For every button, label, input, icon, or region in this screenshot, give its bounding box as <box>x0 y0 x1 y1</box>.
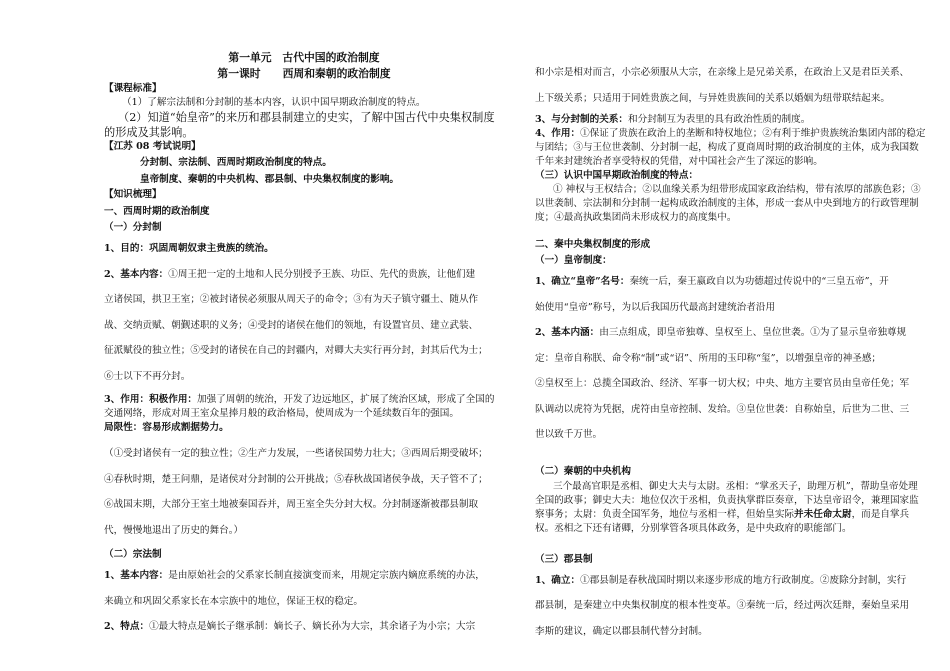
heading-xizhou: 一、西周时期的政治制度 <box>104 206 210 217</box>
emperor-meaning-line-2: 定：皇帝自称朕、命令称“制”或“诏”、所用的玉印称“玺”，以增强皇帝的神圣感； <box>535 352 882 364</box>
zongfa-feature-line-2: 和小宗是相对而言，小宗必须服从大宗，在亲缘上是兄弟关系，在政治上又是君臣关系、 <box>535 67 910 78</box>
heading-central: （二）秦朝的中央机构 <box>535 465 631 477</box>
standard-item-2: （2）知道“始皇帝”的来历和郡县制建立的史实，了解中国古代中央集权制度的形成及其影响。 <box>104 111 495 139</box>
fenfeng-note-line-4: 代，慢慢地退出了历史的舞台。） <box>104 524 244 536</box>
heading-qin: 二、秦中央集权制度的形成 <box>535 239 651 250</box>
emperor-meaning: 2、基本内涵：由三点组成，即皇帝独尊、皇权至上、皇位世袭。①为了显示皇帝独尊规 <box>535 327 907 338</box>
heading-features: （三）认识中国早期政治制度的特点： <box>535 170 699 181</box>
fenfeng-content-line-2: 立诸侯国，拱卫王室；②被封诸侯必须服从周天子的命令；③有为天子镇守疆土、随从作 <box>104 294 479 305</box>
unit-title: 第一单元 古代中国的政治制度 <box>228 51 380 64</box>
fenfeng-note-line-3: ⑥战国末期，大部分王室土地被秦国吞并，周王室全失分封大权。分封制逐渐被郡县制取 <box>104 499 479 510</box>
zongfa-feature-line-3: 上下级关系；只适用于同姓贵族之间，与异姓贵族间的关系以婚姻为纽带联结起来。 <box>535 92 890 104</box>
section-header-knowledge: 【知识梳理】 <box>104 189 162 200</box>
fenfeng-content: 2、基本内容：①周王把一定的土地和人民分别授予王族、功臣、先代的贵族，让他们建 <box>104 268 476 280</box>
lesson-title <box>104 66 504 82</box>
fenfeng-content-line-5: ⑥士以下不再分封。 <box>104 370 191 382</box>
heading-zongfa: （二）宗法制 <box>104 549 162 560</box>
standard-item-1: （1）了解宗法制和分封制的基本内容，认识中国早期政治制度的特点。 <box>122 97 426 108</box>
emperor-title: 1、确立“皇帝”名号：秦统一后，秦王嬴政自以为功德超过传说中的“三皇五帝”，开 <box>535 276 889 287</box>
emperor-title-line-2: 始使用“皇帝”称号，为以后我国历代最高封建统治者沿用 <box>535 301 776 313</box>
right-column <box>535 60 927 644</box>
emperor-meaning-line-5: 世以致千万世。 <box>535 429 603 440</box>
emperor-meaning-line-3: ②皇权至上：总揽全国政治、经济、军事一切大权；中央、地方主要官员由皇帝任免；军 <box>535 378 910 389</box>
section-header-exam: 【江苏 08 考试说明】 <box>104 141 201 152</box>
zongfa-relation: 3、与分封制的关系：和分封制互为表里的具有政治性质的制度。 <box>535 114 811 125</box>
left-column <box>104 50 504 640</box>
spacer <box>535 225 927 237</box>
exam-item-1: 分封制、宗法制、西周时期政治制度的特点。 <box>140 157 332 168</box>
fenfeng-content-line-3: 战、交纳贡赋、朝觐述职的义务；④受封的诸侯在他们的领地，有设置官员、建立武装、 <box>104 319 479 331</box>
emperor-meaning-line-4: 队调动以虎符为凭据，虎符由皇帝控制、发给。③皇位世袭：自称始皇，后世为二世、三 <box>535 403 910 415</box>
fenfeng-note-line-2: ④春秋时期，楚王问鼎，是诸侯对分封制的公开挑战；⑤春秋战国诸侯争战，天子管不了； <box>104 473 488 485</box>
junxian-content-line-2: 郡县制，是秦建立中央集权制度的根本性变革。③秦统一后，经过两次廷辩，秦始皇采用 <box>535 600 910 611</box>
junxian-content-line-3: 李斯的建议，确定以郡县制代替分封制。 <box>535 625 708 637</box>
heading-emperor: （一）皇帝制度： <box>535 255 612 266</box>
lesson-number: 第一课时 <box>217 67 261 80</box>
central-text: 三个最高官职是丞相、御史大夫与太尉。丞相：“掌丞天子，助理万机”，帮助皇帝处理全国的政事；御史大夫：地位仅次于丞相，负责执掌群臣奏章，下达皇帝诏令，兼理国家监察事务；太尉：负责全国军务，地位与丞相一样，但始皇实际并未任命太尉，而是自掌兵权。丞相之下还有诸卿，分别掌管各项具体政务，是中央政府的职能部门。 <box>535 480 919 534</box>
spacer <box>535 536 927 552</box>
zongfa-content-line-2: 来确立和巩固父系家长在本宗族中的地位，保证王权的稳定。 <box>104 595 364 607</box>
exam-item-2: 皇帝制度、秦朝的中央机构、郡县制、中央集权制度的影响。 <box>140 174 400 185</box>
fenfeng-note-line-1: （①受封诸侯有一定的独立性；②生产力发展，一些诸侯国势力壮大；③西周后期受破坏； <box>104 448 488 459</box>
fenfeng-effect: 3、作用：积极作用：加强了周朝的统治，开发了边远地区，扩展了统治区域，形成了全国的交通网络，形成对周王室众星捧月般的政治格局，使周成为一个延续数百年的强国。 <box>104 394 495 419</box>
spacer <box>535 448 927 464</box>
features-text: ① 神权与王权结合；②以血缘关系为纽带形成国家政治结构，带有浓厚的部族色彩；③以世袭制、宗法制和分封制一起构成政治制度的主体，形成一套从中央到地方的行政管理制度；④最高执政集团尚未形成权力的高度集中。 <box>535 184 921 223</box>
section-header-standards: 【课程标准】 <box>104 83 162 94</box>
lesson-name: 西周和秦朝的政治制度 <box>282 67 391 80</box>
fenfeng-purpose: 1、目的：巩固周朝奴隶主贵族的统治。 <box>104 243 274 254</box>
heading-junxian: （三）郡县制 <box>535 553 593 565</box>
fenfeng-content-line-4: 征派赋役的独立性；⑤受封的诸侯在自己的封疆内，对卿大夫实行再分封，封其后代为士； <box>104 345 488 356</box>
fenfeng-limitation: 局限性：容易形成割据势力。 <box>104 422 229 433</box>
zongfa-feature: 2、特点：①最大特点是嫡长子继承制：嫡长子、嫡长孙为大宗，其余诸子为小宗；大宗 <box>104 621 476 632</box>
zongfa-effect: 4、作用：①保证了贵族在政治上的垄断和特权地位；②有利于维护贵族统治集团内部的稳定与团结；③与王位世袭制、分封制一起，构成了夏商周时期的政治制度的主体，成为我国数千年来封建统治者享受特权的凭借，对中国社会产生了深远的影响。 <box>535 128 926 167</box>
zongfa-content: 1、基本内容：是由原始社会的父系家长制直接演变而来，用规定宗族内嫡庶系统的办法， <box>104 570 485 581</box>
heading-fenfeng: （一）分封制 <box>104 222 162 233</box>
junxian-content: 1、确立：①郡县制是春秋战国时期以来逐步形成的地方行政制度。②废除分封制，实行 <box>535 574 907 586</box>
